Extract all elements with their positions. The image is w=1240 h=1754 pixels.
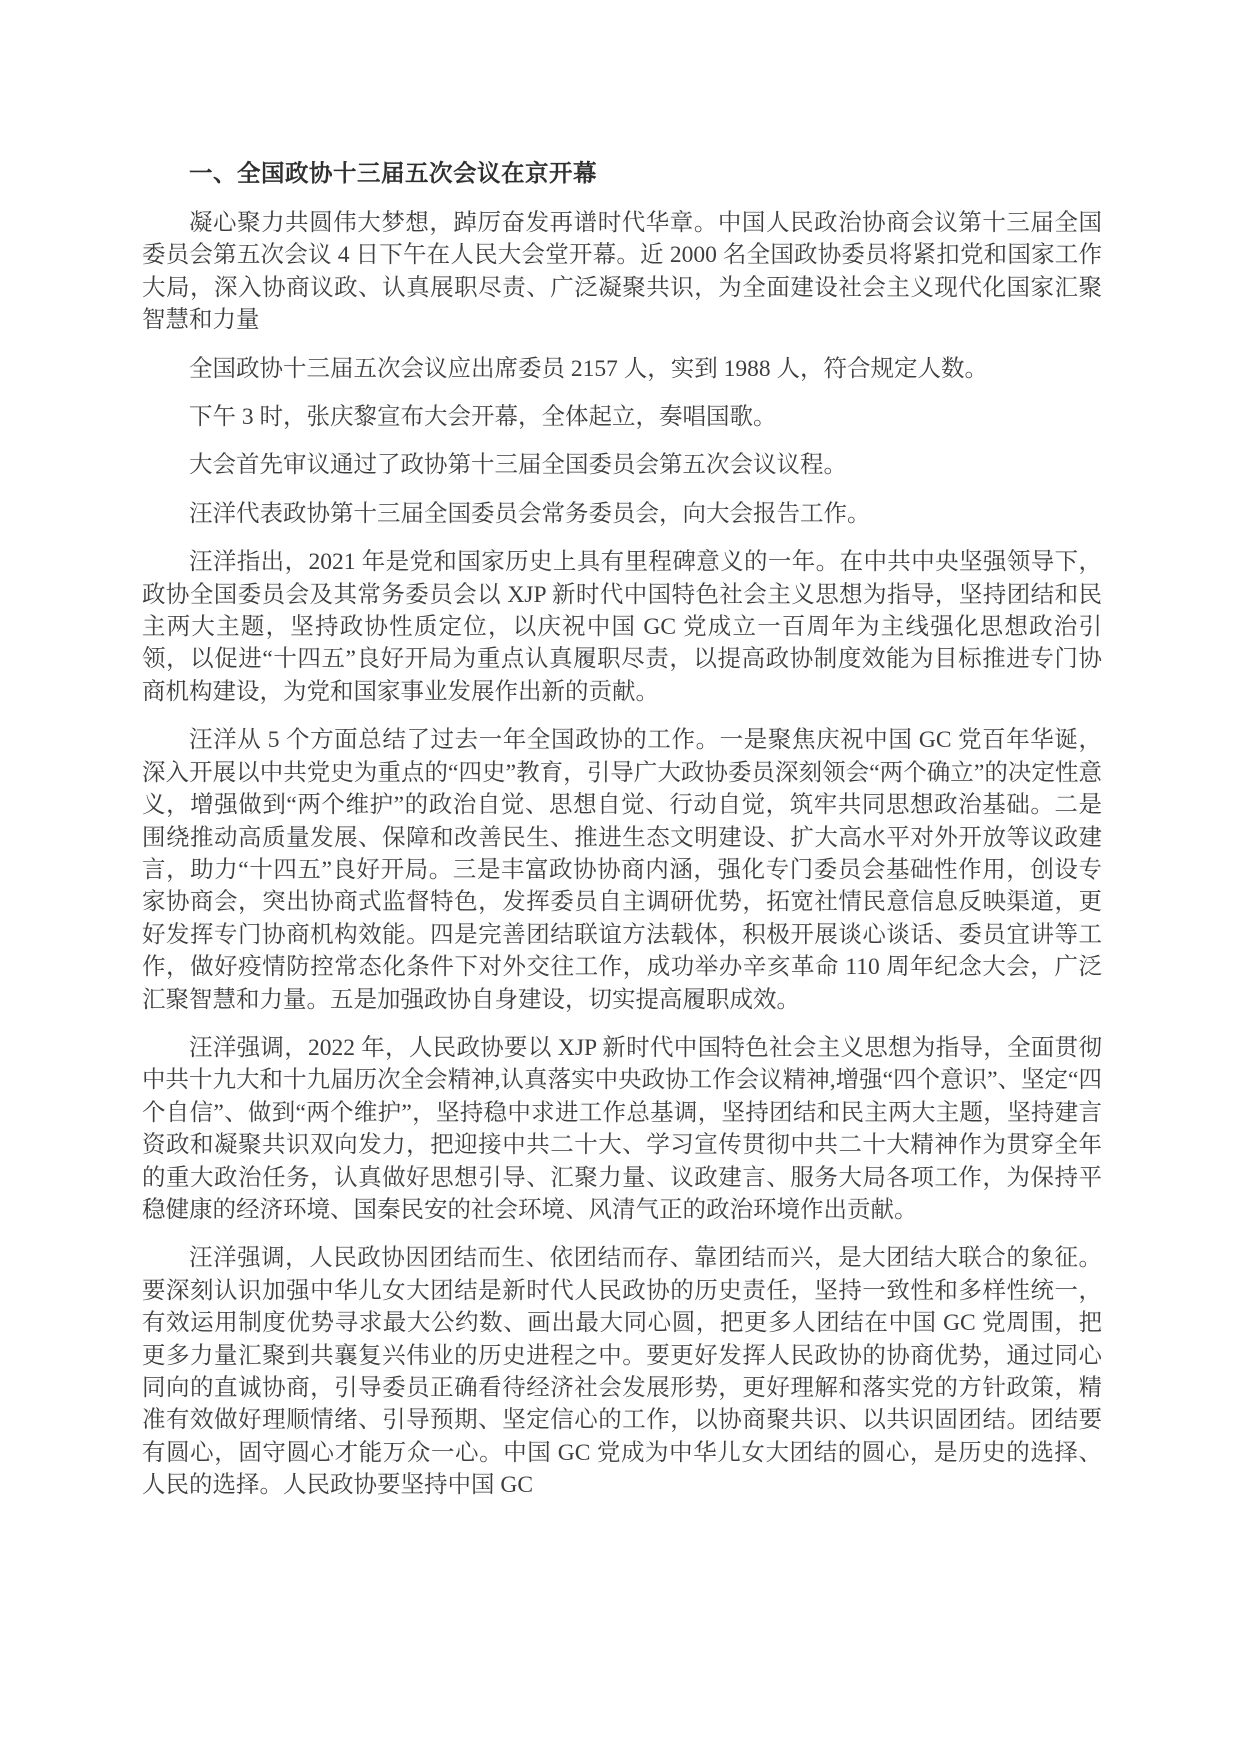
paragraph-2021-review: 汪洋指出，2021 年是党和国家历史上具有里程碑意义的一年。在中共中央坚强领导下，政协全国委员会及其常务委员会以 XJP 新时代中国特色社会主义思想为指导，坚持团结和民主两大主题，坚持政协性质定位，以庆祝中国 GC 党成立一百周年为主线强化思想政治引领，以促进“十四五”良好开局为重点认真履职尽责，以提高政协制度效能为目标推进专门协商机构建设，为党和国家事业发展作出新的贡献。 [142, 549, 1102, 705]
paragraph-five-aspects: 汪洋从 5 个方面总结了过去一年全国政协的工作。一是聚焦庆祝中国 GC 党百年华诞，深入开展以中共党史为重点的“四史”教育，引导广大政协委员深刻领会“两个确立”的决定性意义，增强做到“两个维护”的政治自觉、思想自觉、行动自觉，筑牢共同思想政治基础。二是围绕推动高质量发展、保障和改善民生、推进生态文明建设、扩大高水平对外开放等议政建言，助力“十四五”良好开局。三是丰富政协协商内涵，强化专门委员会基础性作用，创设专家协商会，突出协商式监督特色，发挥委员自主调研优势，拓宽社情民意信息反映渠道，更好发挥专门协商机构效能。四是完善团结联谊方法载体，积极开展谈心谈话、委员宜讲等工作，做好疫情防控常态化条件下对外交往工作，成功举办辛亥革命 110 周年纪念大会，广泛汇聚智慧和力量。五是加强政协自身建设，切实提高履职成效。 [142, 727, 1102, 1013]
paragraph-opening-ceremony: 下午 3 时，张庆黎宣布大会开幕，全体起立，奏唱国歌。 [189, 404, 777, 431]
paragraph-unity: 汪洋强调，人民政协因团结而生、依团结而存、靠团结而兴，是大团结大联合的象征。要深刻认识加强中华儿女大团结是新时代人民政协的历史责任，坚持一致性和多样性统一，有效运用制度优势寻求最大公约数、画出最大同心圆，把更多人团结在中国 GC 党周围，把更多力量汇聚到共襄复兴伟业的历史进程之中。要更好发挥人民政协的协商优势，通过同心同向的直诚协商，引导委员正确看待经济社会发展形势，更好理解和落实党的方针政策，精准有效做好理顺情绪、引导预期、坚定信心的工作，以协商聚共识、以共识固团结。团结要有圆心，固守圆心才能万众一心。中国 GC 党成为中华儿女大团结的圆心，是历史的选择、人民的选择。人民政协要坚持中国 GC [142, 1245, 1102, 1499]
paragraph-agenda: 大会首先审议通过了政协第十三届全国委员会第五次会议议程。 [189, 452, 847, 479]
paragraph-attendance: 全国政协十三届五次会议应出席委员 2157 人，实到 1988 人，符合规定人数。 [189, 355, 988, 382]
paragraph-work-report: 汪洋代表政协第十三届全国委员会常务委员会，向大会报告工作。 [189, 500, 871, 527]
section-heading: 一、全国政协十三届五次会议在京开幕 [189, 161, 597, 187]
paragraph-opening: 凝心聚力共圆伟大梦想，踔厉奋发再谱时代华章。中国人民政治协商会议第十三届全国委员会第五次会议 4 日下午在人民大会堂开幕。近 2000 名全国政协委员将紧扣党和国家工作大局，深入协商议政、认真展职尽责、广泛凝聚共识，为全面建设社会主义现代化国家汇聚智慧和力量 [142, 210, 1102, 334]
paragraph-2022-plan: 汪洋强调，2022 年，人民政协要以 XJP 新时代中国特色社会主义思想为指导，全面贯彻中共十九大和十九届历次全会精神,认真落实中央政协工作会议精神,增强“四个意识”、坚定“四个自信”、做到“两个维护”，坚持稳中求进工作总基调，坚持团结和民主两大主题，坚持建言资政和凝聚共识双向发力，把迎接中共二十大、学习宣传贯彻中共二十大精神作为贯穿全年的重大政治任务，认真做好思想引导、汇聚力量、议政建言、服务大局各项工作，为保持平稳健康的经济环境、国秦民安的社会环境、风清气正的政治环境作出贡献。 [142, 1034, 1102, 1223]
